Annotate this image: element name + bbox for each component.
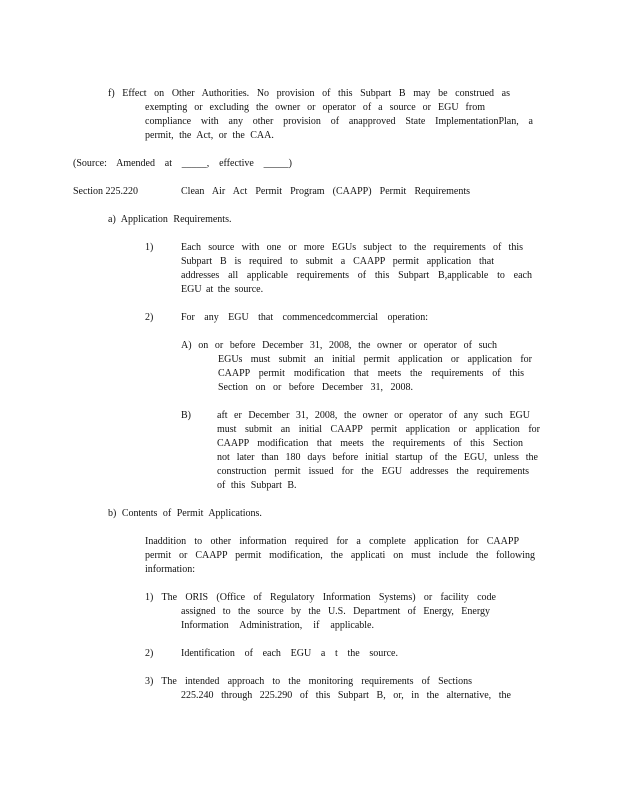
f-line-2: exempting or excluding the owner or operator of a source or EGU from [145,102,485,113]
b1-line-2: assigned to the source by the U.S. Department of Energy, Energy [181,606,490,617]
a2-text: For any EGU that commencedcommercial operation: [181,312,428,323]
a2B-line-3: CAAPP modification that meets the requirements of this Section [217,438,523,449]
a1-number: 1) [145,242,154,253]
subsection-a-heading: a) Application Requirements. [108,214,232,225]
subsection-b-heading: b) Contents of Permit Applications. [108,508,262,519]
source-note: (Source: Amended at _____, effective _____) [73,158,292,169]
b-intro-line-3: information: [145,564,195,575]
a2B-label: B) [181,410,191,421]
a1-line-3: addresses all applicable requirements of this Subpart B,applicable to each [181,270,532,281]
b1-line-3: Information Administration, if applicable. [181,620,374,631]
b3-line-1: 3) The intended approach to the monitoring requirements of Sections [145,676,472,687]
f-line-3: compliance with any other provision of anapproved State ImplementationPlan, a [145,116,533,127]
b2-number: 2) [145,648,154,659]
f-line-4: permit, the Act, or the CAA. [145,130,274,141]
a1-line-1: Each source with one or more EGUs subject to the requirements of this [181,242,523,253]
a1-line-4: EGU at the source. [181,284,264,295]
a2A-line-2: EGUs must submit an initial permit application or application for [218,354,532,365]
a2A-line-1: A) on or before December 31, 2008, the owner or operator of such [181,340,497,351]
a2B-line-4: not later than 180 days before initial startup of the EGU, unless the [217,452,538,463]
section-title: Clean Air Act Permit Program (CAAPP) Permit Requirements [181,186,470,197]
b3-line-2: 225.240 through 225.290 of this Subpart B, or, in the alternative, the [181,690,511,701]
a2A-line-4: Section on or before December 31, 2008. [218,382,413,393]
b1-line-1: 1) The ORIS (Office of Regulatory Information Systems) or facility code [145,592,496,603]
a2B-line-5: construction permit issued for the EGU addresses the requirements [217,466,529,477]
a2B-line-6: of this Subpart B. [217,480,297,491]
section-number: Section 225.220 [73,186,138,197]
f-line-1: f) Effect on Other Authorities. No provision of this Subpart B may be construed as [108,88,510,99]
a2-number: 2) [145,312,154,323]
a1-line-2: Subpart B is required to submit a CAAPP permit application that [181,256,494,267]
b-intro-line-1: Inaddition to other information required for a complete application for CAAPP [145,536,519,547]
a2A-line-3: CAAPP permit modification that meets the requirements of this [218,368,524,379]
b2-text: Identification of each EGU a t the source. [181,648,398,659]
b-intro-line-2: permit or CAAPP permit modification, the applicati on must include the following [145,550,535,561]
a2B-line-2: must submit an initial CAAPP permit application or application for [217,424,540,435]
a2B-line-1: aft er December 31, 2008, the owner or operator of any such EGU [217,410,530,421]
